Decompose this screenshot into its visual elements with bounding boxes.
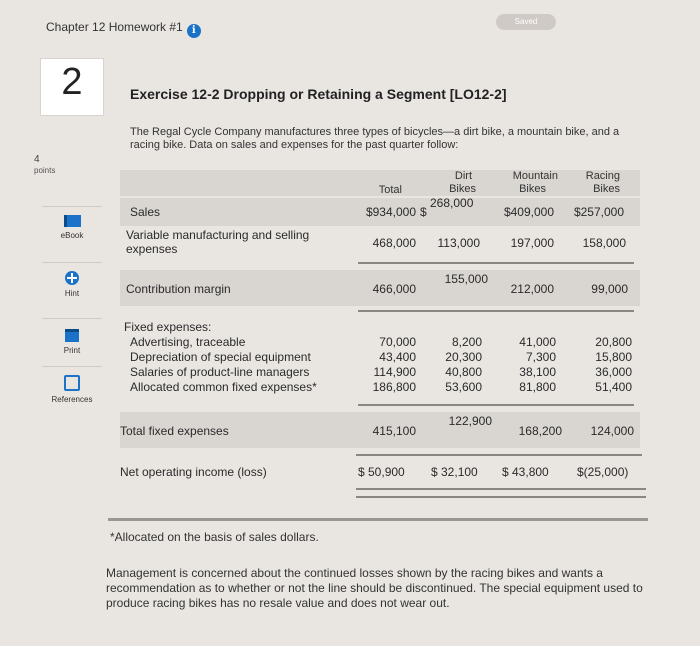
fixed-advertising-mountain: 41,000 [519, 335, 556, 349]
question-number: 2 [61, 61, 83, 103]
col-header-racing-1: Racing [585, 170, 620, 182]
total-fixed-mountain: 168,200 [518, 424, 562, 438]
sales-total: $934,000 [365, 205, 416, 219]
ebook-icon [64, 215, 81, 227]
contribution-total: 466,000 [372, 282, 416, 296]
divider-total-fixed [356, 454, 642, 456]
fixed-allocated-mountain: 81,800 [519, 380, 556, 394]
divider-fixed [358, 404, 634, 406]
fixed-salaries-total: 114,900 [373, 365, 416, 379]
exercise-title: Exercise 12-2 Dropping or Retaining a Segment [LO12-2] [130, 86, 507, 102]
exercise-intro: The Regal Cycle Company manufactures three types of bicycles—a dirt bike, a mountain bike, and a racing bike. Data on sales and expenses for the past quarter follow: [130, 126, 620, 151]
hint-label: Hint [64, 289, 80, 298]
fixed-salaries-mountain: 38,100 [519, 365, 556, 379]
fixed-expenses-header: Fixed expenses: [124, 320, 212, 334]
variable-dirt: 113,000 [437, 236, 480, 250]
col-header-mountain-2: Bikes [519, 183, 546, 195]
fixed-label-advertising: Advertising, traceable [130, 335, 246, 349]
sales-racing: $257,000 [573, 205, 624, 219]
footnote: *Allocated on the basis of sales dollars. [110, 530, 319, 544]
divider-contribution [358, 310, 634, 312]
ebook-button[interactable] [42, 206, 102, 251]
col-header-dirt-1: Dirt [454, 170, 472, 182]
variable-mountain: 197,000 [510, 236, 554, 250]
variable-expenses-label-line1: Variable manufacturing and selling [126, 228, 310, 242]
noi-label: Net operating income (loss) [120, 465, 267, 479]
contribution-mountain: 212,000 [510, 282, 554, 296]
fixed-advertising-racing: 20,800 [595, 335, 632, 349]
double-underline-top [356, 488, 646, 490]
references-icon [64, 375, 80, 391]
fixed-label-allocated: Allocated common fixed expenses* [130, 380, 317, 394]
sales-mountain: $409,000 [503, 205, 554, 219]
total-fixed-total: 415,100 [372, 424, 416, 438]
saved-status-badge: Saved [496, 14, 556, 30]
management-paragraph: Management is concerned about the continued losses shown by the racing bikes and wants a recommendation as to whether or not the line should be discontinued. The special equipment used to produce racing bikes has no resale value and does not wear out. [106, 566, 643, 610]
contribution-racing: 99,000 [591, 282, 628, 296]
print-icon [65, 329, 79, 342]
col-header-dirt-2: Bikes [449, 183, 476, 195]
variable-racing: 158,000 [582, 236, 626, 250]
fixed-depreciation-racing: 15,800 [595, 350, 632, 364]
col-header-total: Total [378, 184, 402, 196]
contribution-margin-label: Contribution margin [126, 282, 231, 296]
fixed-advertising-dirt: 8,200 [451, 335, 482, 349]
references-button[interactable] [42, 366, 102, 411]
fixed-allocated-dirt: 53,600 [445, 380, 482, 394]
fixed-depreciation-total: 43,400 [379, 350, 416, 364]
total-fixed-label: Total fixed expenses [120, 424, 229, 438]
variable-expenses-label-line2: expenses [126, 242, 178, 256]
double-underline-bottom [356, 496, 646, 498]
fixed-label-depreciation: Depreciation of special equipment [130, 350, 311, 364]
ebook-label: eBook [60, 231, 84, 240]
fixed-allocated-racing: 51,400 [595, 380, 632, 394]
fixed-depreciation-mountain: 7,300 [525, 350, 556, 364]
assignment-title [46, 20, 201, 38]
fixed-depreciation-dirt: 20,300 [445, 350, 482, 364]
noi-mountain: $ 43,800 [502, 465, 549, 479]
print-label: Print [63, 346, 81, 355]
col-header-mountain-1: Mountain [512, 170, 558, 182]
section-divider [108, 518, 648, 521]
noi-dirt: $ 32,100 [431, 465, 478, 479]
question-number-box [40, 58, 104, 116]
sales-dirt: 268,000 [430, 196, 474, 210]
noi-racing: $(25,000) [577, 465, 629, 479]
col-header-racing-2: Bikes [593, 183, 620, 195]
fixed-allocated-total: 186,800 [372, 380, 416, 394]
fixed-advertising-total: 70,000 [379, 335, 416, 349]
info-icon[interactable]: i [187, 24, 201, 38]
variable-expenses-label [126, 228, 309, 256]
noi-total: $ 50,900 [358, 465, 405, 479]
print-button[interactable] [42, 318, 102, 363]
references-label: References [51, 395, 93, 404]
total-fixed-dirt: 122,900 [448, 414, 492, 428]
points-label: points [34, 166, 56, 175]
divider-variable [358, 262, 634, 264]
fixed-salaries-racing: 36,000 [595, 365, 632, 379]
contribution-dirt: 155,000 [444, 272, 488, 286]
fixed-salaries-dirt: 40,800 [445, 365, 482, 379]
sales-dirt-sign: $ [420, 205, 427, 219]
assignment-title-text: Chapter 12 Homework #1 [46, 20, 183, 34]
sales-label: Sales [130, 205, 161, 219]
total-fixed-racing: 124,000 [590, 424, 634, 438]
hint-button[interactable] [42, 262, 102, 307]
variable-total: 468,000 [372, 236, 416, 250]
hint-icon [65, 271, 79, 285]
fixed-label-salaries: Salaries of product-line managers [130, 365, 310, 379]
points-value: 4 [34, 154, 40, 165]
